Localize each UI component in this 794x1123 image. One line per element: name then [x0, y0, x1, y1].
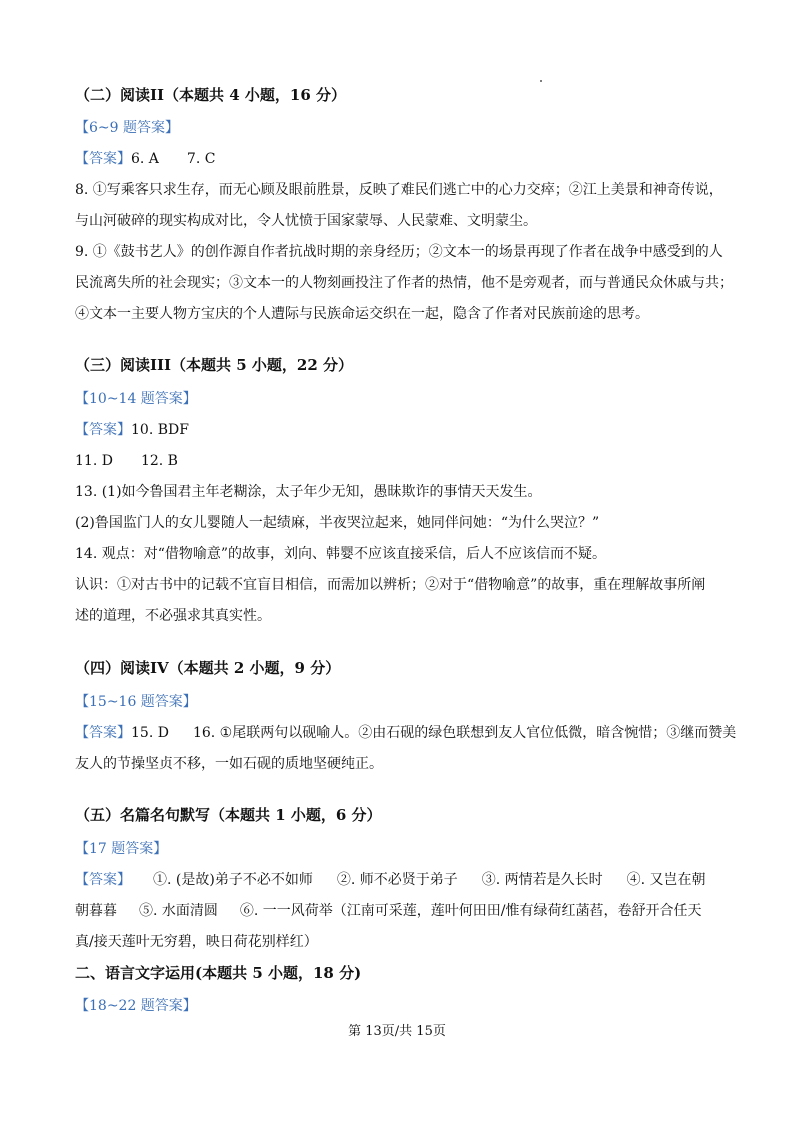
answer-tag-6-9: 【6~9 题答案】	[75, 120, 179, 136]
answer-17-item-4: ④. 又岂在朝	[626, 872, 706, 888]
answer-8-line-2: 与山河破碎的现实构成对比，令人忧愤于国家蒙辱、人民蒙难、文明蒙尘。	[75, 213, 537, 229]
answer-13-line-2: (2)鲁国监门人的女儿婴随人一起绩麻，半夜哭泣起来，她同伴问她：“为什么哭泣？”	[75, 515, 600, 531]
answer-15: 15. D	[131, 725, 169, 741]
answer-17-item-2: ②. 师不必贤于弟子	[336, 872, 458, 888]
answer-12: 12. B	[140, 453, 178, 469]
answer-14-line-2: 认识：①对古书中的记载不宜盲目相信，而需加以辨析；②对于“借物喻意”的故事，重在理解故事所阐	[75, 577, 706, 593]
answer-16-line-2: 友人的节操坚贞不移，一如石砚的质地坚硬纯正。	[75, 756, 383, 772]
answer-17-line-3: 真/接天莲叶无穷碧，映日荷花别样红）	[75, 934, 318, 950]
answer-9-line-2: 民流离失所的社会现实；③文本一的人物刻画投注了作者的热情，他不是旁观者，而与普通民众休戚与共；	[75, 275, 733, 291]
answer-14-line-3: 述的道理，不必强求其真实性。	[75, 608, 271, 624]
stray-dot	[540, 80, 542, 82]
answer-tag-10-14: 【10~14 题答案】	[75, 391, 197, 407]
answer-17-line-2	[75, 901, 725, 921]
page-number-footer: 第 13页/共 15页	[348, 1024, 446, 1039]
answer-10: 10. BDF	[131, 422, 189, 438]
answer-6: 6. A	[131, 151, 159, 167]
answer-17-item-3: ③. 两情若是久长时	[481, 872, 603, 888]
answer-13-line-1: 13. (1)如今鲁国君主年老糊涂，太子年少无知，愚昧欺诈的事情天天发生。	[75, 484, 542, 500]
answer-11: 11. D	[75, 453, 113, 469]
section-heading-recitation: （五）名篇名句默写（本题共 1 小题，6 分）	[75, 806, 382, 824]
section-heading-reading-3: （三）阅读III（本题共 5 小题，22 分）	[75, 356, 354, 374]
part-heading-language-use: 二、语言文字运用(本题共 5 小题，18 分)	[75, 964, 362, 982]
answer-line-10	[75, 420, 725, 440]
answer-line-6-7	[75, 149, 725, 169]
answer-line-15-16	[75, 723, 737, 743]
answer-17-line-1	[75, 870, 725, 890]
answer-label: 【答案】	[75, 872, 131, 888]
answer-7: 7. C	[186, 151, 216, 167]
answer-8-line-1: 8. ①写乘客只求生存，而无心顾及眼前胜景，反映了难民们逃亡中的心力交瘁；②江上美景和神奇传说，	[75, 182, 723, 198]
answer-17-item-5: ⑤. 水面清圆	[139, 903, 218, 919]
answer-tag-18-22: 【18~22 题答案】	[75, 998, 197, 1014]
section-heading-reading-4: （四）阅读IV（本题共 2 小题，9 分）	[75, 659, 341, 677]
answer-label: 【答案】	[75, 725, 131, 741]
answer-line-11-12	[75, 451, 725, 471]
answer-9-line-3: ④文本一主要人物方宝庆的个人遭际与民族命运交织在一起，隐含了作者对民族前途的思考。	[75, 306, 649, 322]
answer-16-line-1: 16. ①尾联两句以砚喻人。②由石砚的绿色联想到友人官位低微，暗含惋惜；③继而赞美	[192, 725, 737, 741]
section-heading-reading-2: （二）阅读II（本题共 4 小题，16 分）	[75, 86, 347, 104]
answer-17-item-1: ①. (是故)弟子不必不如师	[153, 872, 313, 888]
answer-17-item-4-cont: 朝暮暮	[75, 903, 117, 919]
answer-9-line-1: 9. ①《鼓书艺人》的创作源自作者抗战时期的亲身经历；②文本一的场景再现了作者在战争中感受到的人	[75, 244, 723, 260]
answer-14-line-1: 14. 观点：对“借物喻意”的故事，刘向、韩婴不应该直接采信，后人不应该信而不疑。	[75, 546, 607, 562]
answer-17-item-6: ⑥. 一一风荷举（江南可采莲，莲叶何田田/惟有绿荷红菡萏，卷舒开合任天	[239, 903, 702, 919]
answer-label: 【答案】	[75, 422, 131, 438]
answer-label: 【答案】	[75, 151, 131, 167]
answer-tag-15-16: 【15~16 题答案】	[75, 694, 197, 710]
answer-tag-17: 【17 题答案】	[75, 841, 168, 857]
